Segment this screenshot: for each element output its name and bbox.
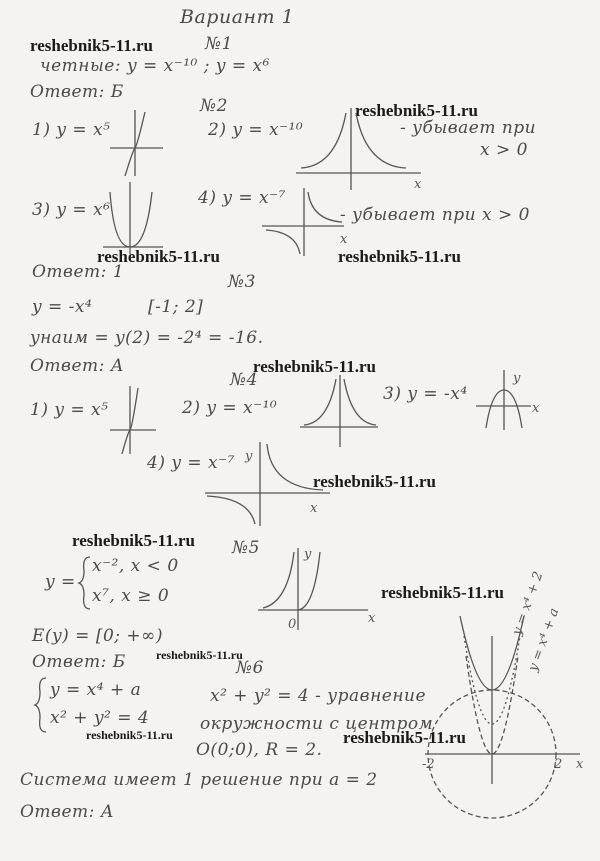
graph-x6 <box>98 182 168 257</box>
graph-x-7 <box>205 436 335 528</box>
tick-label: -2 <box>422 757 435 772</box>
task3-interval: [-1; 2] <box>148 297 204 317</box>
axis-x-label: x <box>368 611 376 626</box>
task4-func-4: 4) y = x⁻⁷ <box>147 453 235 473</box>
graph-x-7 <box>262 188 347 258</box>
graph-piecewise <box>258 540 383 632</box>
watermark: reshebnik5-11.ru <box>30 36 153 55</box>
curve-label: y = x⁴ + a <box>525 606 563 674</box>
task4-func-2: 2) y = x⁻¹⁰ <box>182 398 278 418</box>
graph-x5 <box>108 386 158 456</box>
watermark: reshebnik5-11.ru <box>156 648 243 662</box>
task6-system-eq-1: y = x⁴ + a <box>50 680 142 700</box>
task5-case-2: x⁷, x ≥ 0 <box>92 586 170 606</box>
tick-label: 2 <box>554 757 563 772</box>
task4-func-1: 1) y = x⁵ <box>30 400 109 420</box>
watermark: reshebnik5-11.ru <box>381 583 504 602</box>
task5-range: E(y) = [0; +∞) <box>32 626 163 646</box>
watermark: reshebnik5-11.ru <box>355 101 478 120</box>
task6-answer: Ответ: А <box>20 802 115 822</box>
task4-func-3: 3) y = -x⁴ <box>383 384 468 404</box>
task-number: №4 <box>230 370 258 390</box>
task-number: №1 <box>205 34 233 54</box>
task5-answer: Ответ: Б <box>32 652 126 672</box>
task2-func-4: 4) y = x⁻⁷ <box>198 188 286 208</box>
task-number: №3 <box>228 272 256 292</box>
graph-neg-x4 <box>476 368 546 433</box>
axis-x-label: x <box>576 757 584 772</box>
task6-system-eq-2: x² + y² = 4 <box>50 708 150 728</box>
task2-note-2: - убывает при x > 0 <box>340 205 530 225</box>
watermark: reshebnik5-11.ru <box>253 357 376 376</box>
system-brace <box>78 555 92 611</box>
task2-func-1: 1) y = x⁵ <box>32 120 111 140</box>
task-number: №5 <box>232 538 260 558</box>
curve-label: y = x⁴ + 2 <box>509 569 547 638</box>
watermark: reshebnik5-11.ru <box>86 728 173 742</box>
task6-equation-2: окружности с центром <box>200 714 434 734</box>
task5-case-1: x⁻², x < 0 <box>92 556 179 576</box>
variant-title: Вариант 1 <box>180 6 295 28</box>
watermark: reshebnik5-11.ru <box>313 472 436 491</box>
axis-x-label: x <box>310 501 318 516</box>
task6-center: O(0;0), R = 2. <box>196 740 323 760</box>
task-number: №6 <box>236 658 264 678</box>
task6-equation: x² + y² = 4 - уравнение <box>210 686 427 706</box>
axis-x-label: x <box>414 177 422 192</box>
axis-x-label: x <box>340 232 348 247</box>
axis-y-label: y <box>513 371 521 386</box>
task2-func-2: 2) y = x⁻¹⁰ <box>208 120 304 140</box>
system-brace <box>34 676 48 734</box>
task-number: №2 <box>200 96 228 116</box>
task3-min-value: yнаим = y(2) = -2⁴ = -16. <box>30 328 264 348</box>
task6-conclusion: Система имеет 1 решение при a = 2 <box>20 770 378 790</box>
task2-func-3: 3) y = x⁶ <box>32 200 111 220</box>
task5-y-label: y = <box>45 572 76 592</box>
task3-function: y = -x⁴ <box>32 297 93 317</box>
task2-note-1: - убывает при <box>400 118 537 138</box>
watermark: reshebnik5-11.ru <box>72 531 195 550</box>
origin-label: 0 <box>288 617 297 632</box>
watermark: reshebnik5-11.ru <box>97 247 220 266</box>
watermark: reshebnik5-11.ru <box>343 728 466 747</box>
watermark: reshebnik5-11.ru <box>338 247 461 266</box>
graph-x5 <box>105 108 165 178</box>
task2-answer: Ответ: 1 <box>32 262 125 282</box>
task3-answer: Ответ: А <box>30 356 125 376</box>
task2-note-1b: x > 0 <box>480 140 528 160</box>
task1-answer: Ответ: Б <box>30 82 124 102</box>
axis-x-label: x <box>532 401 540 416</box>
axis-y-label: y <box>304 547 312 562</box>
task1-even-functions: четные: y = x⁻¹⁰ ; y = x⁶ <box>40 56 270 76</box>
axis-y-label: y <box>245 449 253 464</box>
